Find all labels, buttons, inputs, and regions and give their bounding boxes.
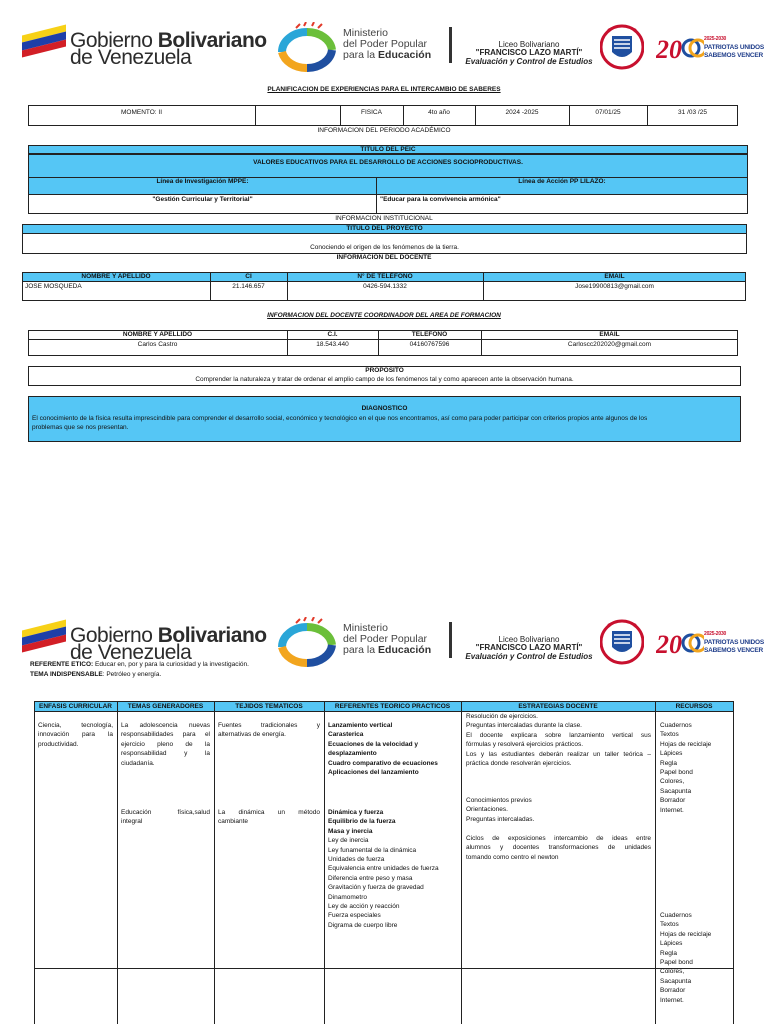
diagnostico-label: DIAGNOSTICO (361, 405, 408, 412)
campaign-line2: SABEMOS VENCER (704, 647, 763, 654)
linea-mppe-value: "Gestión Curricular y Territorial" (152, 196, 253, 203)
momento-value: MOMENTO: II (120, 109, 163, 116)
coord-nombre: Carlos Castro (137, 341, 178, 348)
enfasis-cell: Ciencia, tecnología, innovación para la productividad. (38, 722, 113, 748)
campaign-small: 2025-2030 (704, 36, 727, 42)
bicentenario-logo-icon (656, 625, 704, 661)
proposito-value: Comprender la naturaleza y tratar de ordenar el amplio campo de los fenómenos tal y como aparecen ante la observación humana. (195, 376, 574, 383)
header-banner (0, 0, 768, 69)
docente-telefono: 0426-594.1332 (363, 283, 407, 290)
ministerio-line2: del Poder Popular (343, 38, 428, 50)
linea-pp-value: "Educar para la convivencia armónica" (380, 196, 501, 203)
estrategias-cell-2: Conocimientos previos Orientaciones. Preguntas intercaladas. (466, 797, 535, 823)
gobierno-line2: de Venezuela (70, 641, 192, 664)
info-periodo-label: INFORMACION DEL PERIODO ACADÉMICO (317, 127, 451, 134)
referentes-cell-2: Dinámica y fuerza Equilibrio de la fuerza Masa y inercia Ley de inercia Ley funamental de la dinámica Unidades de fuerza Equivalencia entre unidades de fuerza Diferencia entre peso y masa Gravitación y fuerza de gravedad Dinamometro Ley de acción y reacción Fuerza especiales Digrama de cuerpo libre (328, 809, 439, 929)
year-mark: 20 (656, 630, 682, 659)
col-referentes: REFERENTES TEORICO PRACTICOS (334, 703, 451, 710)
referentes-cell-1: Lanzamiento vertical Carasterica Ecuaciones de la velocidad y desplazamiento Cuadro comparativo de ecuaciones Aplicaciones del lanzamiento (328, 722, 438, 777)
peic-value-box (28, 154, 748, 178)
liceo-shield-icon (600, 22, 644, 72)
coord-telefono: 04160767596 (409, 341, 450, 348)
header-divider (449, 622, 452, 658)
estrategias-cell-1: Resolución de ejercicios. Preguntas intercaladas durante la clase. El docente explicara sobre lanzamiento vertical sus fórmulas y resolverá ejercicios prácticos. Los y las estudiantes deberán realizar un taller teórica – práctica donde resolverán ejercicios. (466, 713, 651, 768)
main-title: PLANIFICACION DE EXPERIENCIAS PARA EL INTERCAMBIO DE SABERES (267, 86, 501, 93)
docente-col-telefono: N° DE TELÉFONO (357, 273, 413, 280)
periodo-value: 2024 -2025 (505, 109, 539, 116)
liceo-line2: "FRANCISCO LAZO MARTÍ" (475, 48, 583, 57)
recursos-cell-2: Cuadernos Textos Hojas de reciclaje Lápices Regla Papel bond Colores, Sacapunta Borrador Internet. (660, 912, 712, 1004)
fecha-fin: 31 /03 /25 (678, 109, 707, 116)
col-tejidos: TEJIDOS TEMATICOS (235, 703, 303, 710)
header-banner-page2 (0, 595, 768, 664)
proyecto-value: Conociendo el origen de los fenómenos de la tierra. (310, 244, 459, 251)
proyecto-label: TITULO DEL PROYECTO (346, 225, 423, 232)
docente-email[interactable]: Jose19900813@gmail.com (575, 283, 654, 290)
liceo-line2: "FRANCISCO LAZO MARTÍ" (475, 643, 583, 652)
area-value: FISICA (361, 109, 382, 116)
coord-ci: 18.543.440 (316, 341, 349, 348)
col-recursos: RECURSOS (675, 703, 713, 710)
liceo-shield-icon (600, 617, 644, 667)
col-estrategias: ESTRATEGIAS DOCENTE (518, 703, 598, 710)
docente-nombre: JOSE MOSQUEDA (25, 283, 82, 290)
info-docente-label: INFORMACIÓN DEL DOCENTE (336, 254, 432, 261)
coord-col-telefono: TELEFONO (411, 331, 448, 338)
col-enfasis: ENFASIS CURRICULAR (39, 703, 112, 710)
docente-col-email: EMAIL (604, 273, 625, 280)
docente-ci: 21.146.657 (232, 283, 265, 290)
linea-mppe-label: Línea de Investigación MPPE: (156, 178, 249, 185)
temas-cell-2: Educación física,salud integral (121, 809, 210, 826)
peic-value: VALORES EDUCATIVOS PARA EL DESARROLLO DE ACCIONES SOCIOPRODUCTIVAS. (253, 159, 523, 166)
diagnostico-line2: problemas que se nos presentan. (32, 424, 129, 431)
docente-col-ci: CI (245, 273, 252, 280)
liceo-line1: Liceo Bolivariano (498, 40, 560, 49)
temas-cell-1: La adolescencia nuevas responsabilidades para el ejercicio pleno de la responsabilidad y la ciudadanía. (121, 722, 210, 767)
coord-col-ci: C.I. (327, 331, 338, 338)
proposito-label: PROPOSITO (365, 367, 404, 374)
gobierno-line2: de Venezuela (70, 46, 192, 69)
grado-value: 4to año (428, 109, 450, 116)
liceo-line3: Evaluación y Control de Estudios (465, 652, 593, 661)
peic-label: TITULO DEL PEIC (360, 146, 416, 153)
linea-pp-label: Línea de Acción PP LILAZO: (518, 178, 606, 185)
coordinador-title: INFORMACION DEL DOCENTE COORDINADOR DEL AREA DE FORMACION (267, 312, 501, 319)
tema-indispensable: TEMA INDISPENSABLE: Petróleo y energía. (30, 671, 162, 678)
bicentenario-logo-icon (656, 30, 704, 66)
campaign-line2: SABEMOS VENCER (704, 52, 763, 59)
ministerio-line1: Ministerio (343, 27, 388, 39)
referente-etico: REFERENTE ETICO: Educar en, por y para la curiosidad y la investigación. (30, 661, 249, 668)
campaign-small: 2025-2030 (704, 631, 727, 637)
docente-col-nombre: NOMBRE Y APELLIDO (81, 273, 151, 280)
recursos-cell-1: Cuadernos Textos Hojas de reciclaje Lápices Regla Papel bond Colores, Sacapunta Borrador Internet. (660, 722, 712, 814)
tejidos-cell-1: Fuentes tradicionales y alternativas de energía. (218, 722, 320, 739)
gobierno-line1: Gobierno Bolivariano (70, 29, 267, 52)
venezuela-flag-icon (22, 620, 66, 653)
ministerio-logo-icon (276, 617, 338, 667)
col-temas: TEMAS GENERADORES (127, 703, 204, 710)
tejidos-cell-2: La dinámica un método cambiante (218, 809, 320, 826)
coord-col-nombre: NOMBRE Y APELLIDO (122, 331, 193, 338)
ministerio-line2: del Poder Popular (343, 633, 428, 645)
header-divider (449, 27, 452, 63)
venezuela-flag-icon (22, 25, 66, 58)
ministerio-line3: para la Educación (343, 644, 432, 656)
coord-email[interactable]: Carloscc202020@gmail.com (567, 341, 652, 348)
ministerio-line3: para la Educación (343, 49, 432, 61)
campaign-line1: PATRIOTAS UNIDOS (704, 44, 764, 51)
liceo-line3: Evaluación y Control de Estudios (465, 57, 593, 66)
fecha-inicio: 07/01/25 (595, 109, 621, 116)
ministerio-logo-icon (276, 22, 338, 72)
gobierno-line1: Gobierno Bolivariano (70, 624, 267, 647)
diagnostico-line1: El conocimiento de la física resulta imprescindible para comprender el desarrollo social, económico y tecnológico en el que nos encontramos, así como para poder participar con criterios propios ante algunos de los (32, 415, 648, 422)
year-mark: 20 (656, 35, 682, 64)
coord-col-email: EMAIL (599, 331, 620, 338)
info-institucional-label: INFORMACION INSTITUCIONAL (335, 215, 433, 222)
liceo-line1: Liceo Bolivariano (498, 635, 560, 644)
estrategias-cell-3: Ciclos de exposiciones intercambio de ideas entre alumnos y docentes transformaciones de unidades tomando como centro el newton (466, 835, 651, 861)
ministerio-line1: Ministerio (343, 622, 388, 634)
campaign-line1: PATRIOTAS UNIDOS (704, 639, 764, 646)
